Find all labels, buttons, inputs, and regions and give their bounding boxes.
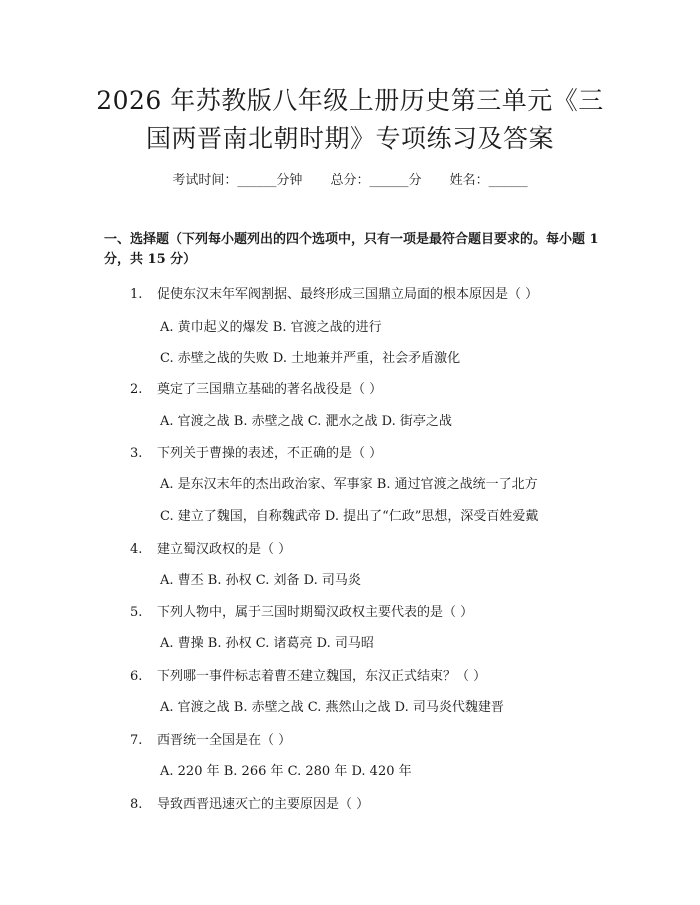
title-line-2: 国两晋南北朝时期》专项练习及答案 <box>145 124 554 153</box>
question-3-options-line-2: C. 建立了魏国，自称魏武帝 D. 提出了“仁政”思想，深受百姓爱戴 <box>160 509 539 524</box>
question-text: 西晋统一全国是在（ ） <box>157 733 292 748</box>
question-3 <box>130 442 382 461</box>
question-4-options: A. 曹丕 B. 孙权 C. 刘备 D. 司马炎 <box>160 573 361 588</box>
question-number: 5. <box>130 605 143 620</box>
question-number: 4. <box>130 542 143 557</box>
question-text: 下列关于曹操的表述，不正确的是（ ） <box>157 446 383 461</box>
question-2 <box>130 378 382 397</box>
exam-time: 考试时间：______分钟 <box>172 173 303 188</box>
question-number: 3. <box>130 446 143 461</box>
question-2-options: A. 官渡之战 B. 赤壁之战 C. 淝水之战 D. 街亭之战 <box>160 414 452 429</box>
question-6 <box>130 665 486 684</box>
question-4 <box>130 538 291 557</box>
question-number: 7. <box>130 733 143 748</box>
question-number: 1. <box>130 287 143 302</box>
question-1-options-line-1: A. 黄巾起义的爆发 B. 官渡之战的进行 <box>160 320 382 335</box>
question-text: 导致西晋迅速灭亡的主要原因是（ ） <box>157 797 370 812</box>
question-8 <box>130 793 369 812</box>
question-3-options-line-1: A. 是东汉末年的杰出政治家、军事家 B. 通过官渡之战统一了北方 <box>160 477 538 492</box>
question-text: 奠定了三国鼎立基础的著名战役是（ ） <box>157 382 383 397</box>
question-6-options: A. 官渡之战 B. 赤壁之战 C. 燕然山之战 D. 司马炎代魏建晋 <box>160 700 504 715</box>
question-text: 下列哪一事件标志着曹丕建立魏国，东汉正式结束？（ ） <box>157 669 487 684</box>
question-text: 促使东汉末年军阀割据、最终形成三国鼎立局面的根本原因是（ ） <box>157 287 539 302</box>
document-title <box>40 82 660 158</box>
exam-meta <box>0 169 700 188</box>
question-7 <box>130 729 291 748</box>
question-5 <box>130 601 473 620</box>
question-number: 2. <box>130 382 143 397</box>
title-line-1: 2026 年苏教版八年级上册历史第三单元《三 <box>96 86 604 115</box>
question-1 <box>130 283 538 302</box>
question-7-options: A. 220 年 B. 266 年 C. 280 年 D. 420 年 <box>160 764 412 779</box>
student-name: 姓名：______ <box>449 173 528 188</box>
question-1-options-line-2: C. 赤壁之战的失败 D. 土地兼并严重，社会矛盾激化 <box>160 351 461 366</box>
question-text: 下列人物中，属于三国时期蜀汉政权主要代表的是（ ） <box>157 605 474 620</box>
question-number: 8. <box>130 797 143 812</box>
section-heading: 一、选择题（下列每小题列出的四个选项中，只有一项是最符合题目要求的。每小题 1 分，共 15 分） <box>104 232 599 267</box>
question-number: 6. <box>130 669 143 684</box>
question-5-options: A. 曹操 B. 孙权 C. 诸葛亮 D. 司马昭 <box>160 636 374 651</box>
total-score: 总分：______分 <box>330 173 422 188</box>
question-text: 建立蜀汉政权的是（ ） <box>157 542 292 557</box>
